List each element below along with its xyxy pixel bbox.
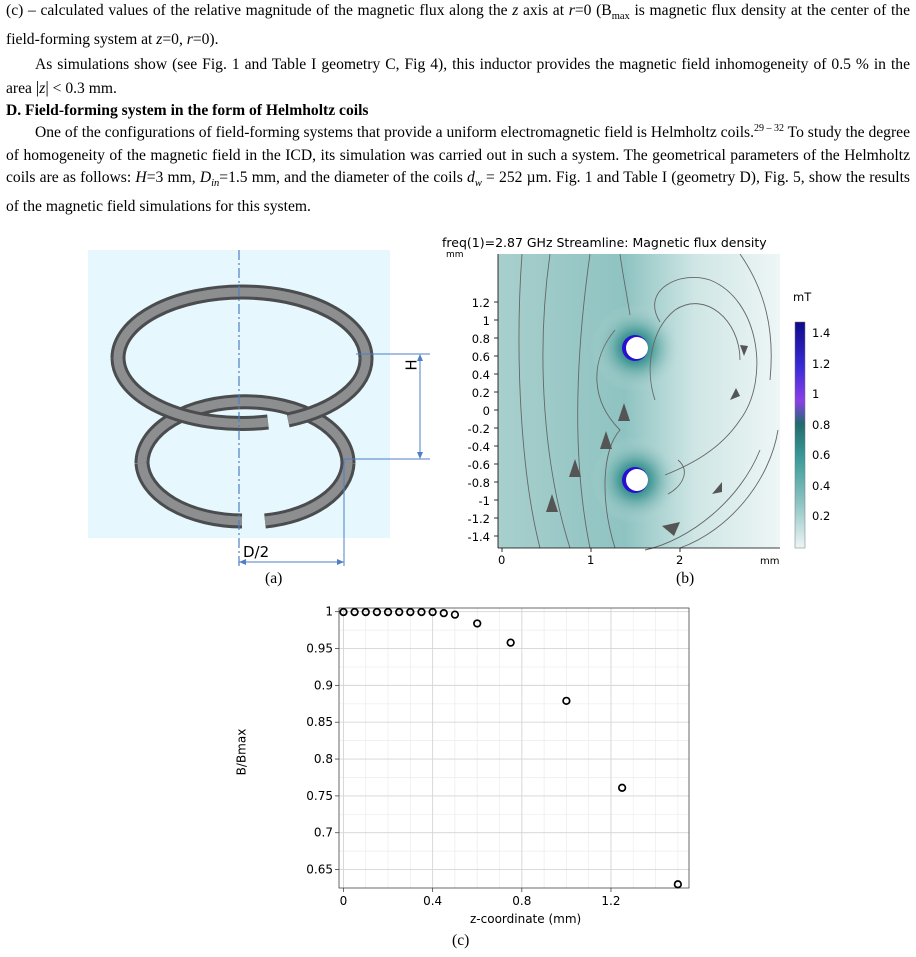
figure-c-chart	[250, 600, 710, 930]
figure-b-field-map	[440, 250, 820, 568]
chart-y-tick-label: 1	[325, 604, 333, 619]
fig-b-y-tick-labels: 1.2 1 0.8 0.6 0.4 0.2 0 -0.2 -0.4 -0.6 -0.8 -1 -1.2 -1.4	[467, 296, 490, 544]
chart-point	[619, 784, 626, 791]
caption-c: (c)	[452, 932, 470, 949]
chart-y-label: B/Bmax	[234, 728, 249, 776]
caption-b: (b)	[676, 570, 695, 587]
d2-label: D/2	[243, 543, 270, 561]
fig-b-x-unit: mm	[760, 556, 780, 567]
chart-y-tick-label: 0.9	[313, 678, 333, 693]
chart-y-tick-label: 0.65	[306, 862, 333, 877]
chart-grid	[339, 608, 689, 888]
caption-a: (a)	[265, 570, 283, 587]
chart-y-tick-label: 0.95	[306, 641, 333, 656]
chart-y-tick-label: 0.7	[313, 825, 333, 840]
fig-b-colorbar-unit: mT	[793, 290, 812, 304]
simulation-paragraph: As simulations show (see Fig. 1 and Table I geometry C, Fig 4), this inductor provides the magnetic field inhomogeneity of 0.5 % in the area |z| < 0.3 mm.	[6, 56, 910, 97]
caption-continuation: (c) – calculated values of the relative magnitude of the magnetic flux along the z axis at r=0 ($B_{max}$ is magnetic flux density at the center of the field-forming system at z=0, r=0).	[6, 2, 911, 48]
chart-x-label: z-coordinate (mm)	[470, 912, 582, 926]
fig-b-title: freq(1)=2.87 GHz Streamline: Magnetic flux density	[442, 235, 767, 250]
fig-b-x-tick-0: 0	[498, 553, 506, 567]
fig-b-x-tick-1: 1	[587, 553, 595, 567]
colorbar-tick-labels: 1.4 1.2 1 0.8 0.6 0.4 0.2	[812, 326, 831, 523]
chart-ticks	[306, 605, 620, 908]
chart-x-tick-label: 1.2	[601, 894, 621, 908]
helmholtz-paragraph: One of the configurations of field-forming systems that provide a uniform electromagnetic field is Helmholtz coils.$^{29 - 32}$ To study the degree of homogeneity of the magnetic field in the ICD, its simulation was carried out in such a system. The geometrical parameters of the Helmholtz coils are as follows: H=3 mm, $D_{in}=1.5$ mm, and the diameter of the coils $d_w = 252$ µm. Fig. 1 and Table I (geometry D), Fig. 5, show the results of the magnetic field simulations for this system.	[6, 123, 911, 215]
chart-y-tick-label: 0.75	[306, 788, 333, 803]
chart-y-tick-label: 0.8	[313, 752, 333, 767]
colorbar	[795, 322, 805, 548]
coil-cross-section-top	[626, 337, 648, 359]
coil-cross-section-bottom	[626, 469, 648, 491]
chart-x-tick-label: 0.8	[512, 894, 532, 908]
chart-x-tick-label: 0.4	[423, 894, 443, 908]
chart-y-tick-label: 0.85	[306, 715, 333, 730]
chart-points	[340, 609, 681, 888]
h-label: H	[402, 359, 421, 371]
fig-b-y-unit: mm	[446, 250, 464, 260]
section-heading: D. Field-forming system in the form of Helmholtz coils	[6, 102, 369, 119]
chart-point	[507, 639, 514, 646]
fig-b-x-tick-2: 2	[676, 553, 684, 567]
chart-x-tick-label: 0	[339, 894, 348, 908]
chart-point	[440, 610, 447, 617]
chart-plot-frame	[339, 608, 689, 888]
